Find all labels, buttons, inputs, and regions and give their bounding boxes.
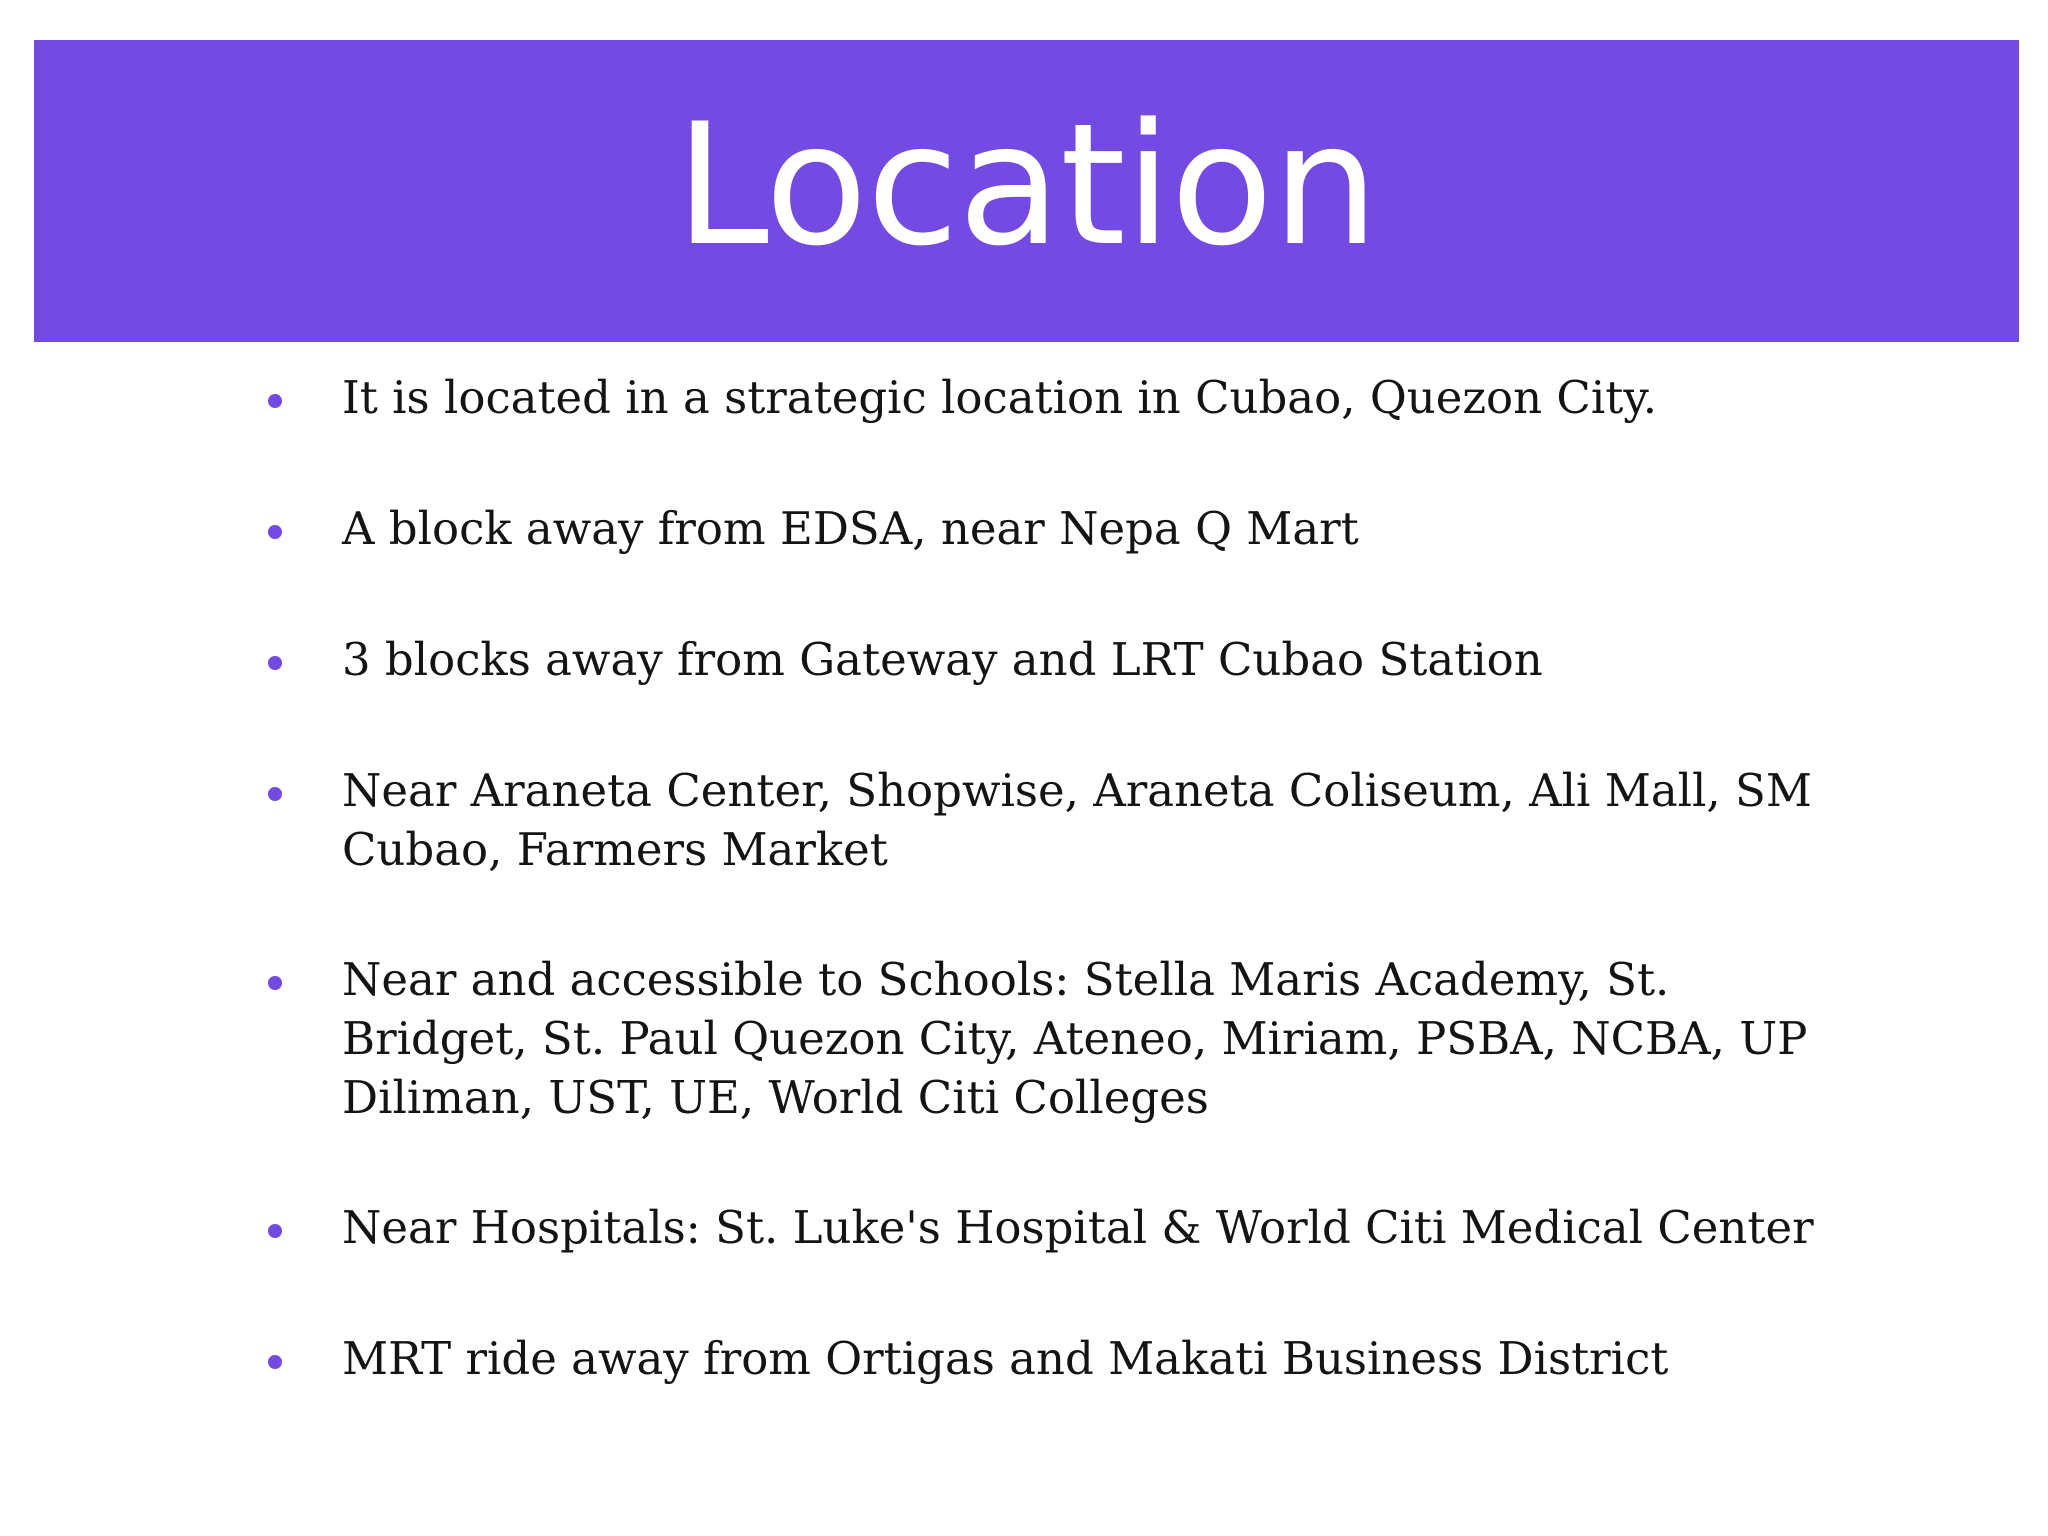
- bullet-list: [262, 368, 1842, 1389]
- slide-title: Location: [675, 87, 1378, 283]
- bullet-dot-icon: [262, 950, 342, 1010]
- bullet-dot-icon: [262, 761, 342, 821]
- list-item: [262, 630, 1842, 690]
- title-banner: [34, 40, 2019, 342]
- list-item: [262, 1329, 1842, 1389]
- bullet-dot-icon: [262, 1198, 342, 1258]
- list-item: [262, 499, 1842, 559]
- bullet-dot-icon: [262, 368, 342, 428]
- list-item: [262, 368, 1842, 428]
- bullet-text: A block away from EDSA, near Nepa Q Mart: [342, 502, 1359, 555]
- list-item: [262, 1198, 1842, 1258]
- bullet-text: It is located in a strategic location in Cubao, Quezon City.: [342, 371, 1658, 424]
- bullet-dot-icon: [262, 1329, 342, 1389]
- bullet-dot-icon: [262, 630, 342, 690]
- bullet-text: 3 blocks away from Gateway and LRT Cubao Station: [342, 633, 1543, 686]
- bullet-text: MRT ride away from Ortigas and Makati Business District: [342, 1332, 1669, 1385]
- bullet-text: Near and accessible to Schools: Stella Maris Academy, St. Bridget, St. Paul Quezon City, Ateneo, Miriam, PSBA, NCBA, UP Diliman, UST, UE, World Citi Colleges: [342, 953, 1808, 1124]
- bullet-text: Near Hospitals: St. Luke's Hospital & World Citi Medical Center: [342, 1201, 1814, 1254]
- bullet-text: Near Araneta Center, Shopwise, Araneta Coliseum, Ali Mall, SM Cubao, Farmers Market: [342, 764, 1812, 876]
- list-item: [262, 950, 1842, 1127]
- list-item: [262, 761, 1842, 879]
- bullet-dot-icon: [262, 499, 342, 559]
